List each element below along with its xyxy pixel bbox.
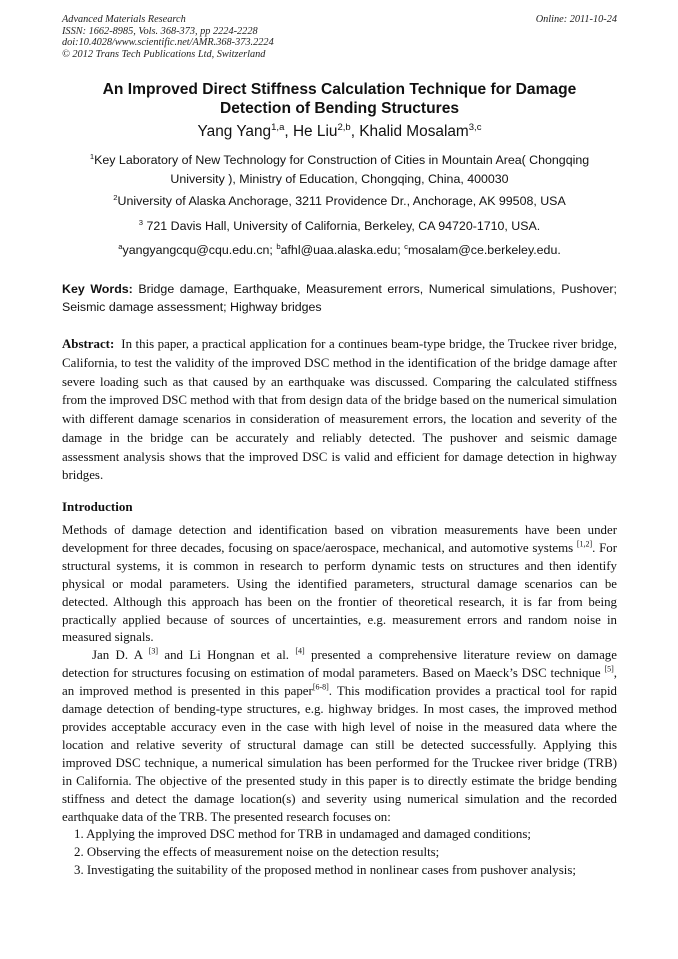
doi-line: doi:10.4028/www.scientific.net/AMR.368-373.2224 bbox=[62, 37, 274, 49]
paragraph-text: Methods of damage detection and identification based on vibration measurements have been under development for three decades, focusing on space/aerospace, mechanical, and automotive systems bbox=[62, 523, 617, 555]
journal-header bbox=[62, 14, 617, 60]
keywords-block bbox=[62, 281, 617, 316]
abstract-label: Abstract: bbox=[62, 337, 115, 351]
paragraph-text: presented a comprehensive literature review on damage detection for structures focusing on estimation of modal parameters. Based on Maeck’s DSC technique bbox=[62, 648, 617, 681]
affiliation-superscript: 1 bbox=[89, 151, 95, 161]
paper-title bbox=[62, 81, 617, 118]
abstract-text: In this paper, a practical application for a continues beam-type bridge, the Truckee river bridge, California, to test the validity of the improved DSC method in the identification of the bridge damage after severe loading such as that caused by an earthquake was discussed. Comparing the calculated stiffness from the improved DSC method with that from design data of the bridge based on the numerical simulation with different damage scenarios in consideration of measurement errors, the location and severity of the damage in the bridge can be accurately and reliably detected. The pushover and seismic damage assessment analysis shows that the improved DSC is valid and efficient for damage detection in highway bridges. bbox=[62, 337, 617, 483]
author-superscript: 1,a bbox=[271, 121, 285, 133]
author-superscript: 3,c bbox=[468, 121, 482, 133]
paragraph-text: Jan D. A bbox=[92, 648, 149, 663]
citation[interactable]: [3] bbox=[148, 647, 159, 657]
affiliation-superscript: 2 bbox=[113, 192, 118, 202]
author-separator: , bbox=[284, 123, 293, 140]
citation[interactable]: [5] bbox=[604, 664, 614, 674]
affiliation-2 bbox=[62, 192, 617, 211]
author-list bbox=[62, 122, 617, 142]
list-item: 2. Observing the effects of measurement noise on the detection results; bbox=[74, 845, 440, 860]
affiliation-superscript: 3 bbox=[138, 217, 144, 227]
email-link[interactable]: afhl@uaa.alaska.edu; bbox=[280, 243, 405, 257]
author-name: Khalid Mosalam bbox=[359, 123, 469, 140]
issn-line: ISSN: 1662-8985, Vols. 368-373, pp 2224-2228 bbox=[62, 25, 258, 37]
research-focus-list bbox=[62, 826, 617, 880]
paragraph-text: . For structural systems, it is common in research to perform dynamic tests on structures and then identify physical or modal parameters. Using the identified parameters, structural damage scenarios can be detected. Although this approach has been on the frontier of theoretical research, it is far from being practically applied because of sources of uncertainties, e.g. measurement errors and random noise in measured signals. bbox=[62, 540, 617, 645]
affiliation-text: Key Laboratory of New Technology for Construction of Cities in Mountain Area( Chongqing University ), Ministry of Education, Chongqing, China, 400030 bbox=[94, 153, 590, 186]
paragraph-text: , an improved method is presented in this paper bbox=[62, 666, 617, 699]
author-name: Yang Yang bbox=[197, 123, 272, 140]
journal-name: Advanced Materials Research bbox=[62, 14, 186, 25]
keywords-label: Key Words: bbox=[62, 282, 133, 296]
abstract-block bbox=[62, 335, 617, 485]
section-heading-introduction: Introduction bbox=[62, 499, 133, 514]
affiliation-text: 721 Davis Hall, University of California, Berkeley, CA 94720-1710, USA. bbox=[143, 219, 541, 233]
citation[interactable]: [6-8] bbox=[312, 682, 329, 692]
email-superscript: b bbox=[276, 241, 281, 251]
author-superscript: 2,b bbox=[337, 121, 351, 133]
citation[interactable]: [4] bbox=[295, 647, 305, 657]
affiliation-text: University of Alaska Anchorage, 3211 Providence Dr., Anchorage, AK 99508, USA bbox=[117, 194, 566, 208]
title-line-2: Detection of Bending Structures bbox=[219, 99, 460, 117]
affiliation-1 bbox=[62, 151, 617, 188]
email-line bbox=[62, 241, 617, 260]
list-item: 1. Applying the improved DSC method for TRB in undamaged and damaged conditions; bbox=[74, 827, 531, 842]
list-item: 3. Investigating the suitability of the proposed method in nonlinear cases from pushover analysis; bbox=[74, 863, 576, 878]
paragraph-text: and Li Hongnan et al. bbox=[158, 648, 296, 663]
copyright-line: © 2012 Trans Tech Publications Ltd, Switzerland bbox=[62, 48, 266, 60]
affiliation-3 bbox=[62, 217, 617, 236]
intro-paragraph-1 bbox=[62, 522, 617, 647]
keywords-text: Bridge damage, Earthquake, Measurement errors, Numerical simulations, Pushover; Seismic damage assessment; Highway bridges bbox=[62, 282, 617, 314]
email-link[interactable]: mosalam@ce.berkeley.edu. bbox=[407, 243, 561, 257]
author-separator: , bbox=[350, 123, 360, 140]
email-superscript: a bbox=[118, 241, 123, 251]
title-line-1: An Improved Direct Stiffness Calculation Technique for Damage bbox=[102, 81, 577, 98]
online-date: Online: 2011-10-24 bbox=[535, 14, 617, 25]
email-superscript: c bbox=[404, 241, 408, 251]
author-name: He Liu bbox=[292, 123, 338, 140]
email-link[interactable]: yangyangcqu@cqu.edu.cn; bbox=[122, 243, 277, 257]
citation[interactable]: [1,2] bbox=[576, 539, 593, 549]
paragraph-text: . This modification provides a practical tool for rapid damage detection of bending-type structures, e.g. highway bridges. In most cases, the improved method provides acceptable accuracy even in the case with high level of noise in the measured data where the location and relative severity of structural damage can still be detected successfully. Applying this improved DSC technique, a numerical simulation has been performed for the Truckee river bridge (TRB) in California. The objective of the presented study in this paper is to directly estimate the bridge bending stiffness and detect the damage location(s) and severity using numerical simulation and the recorded earthquake data of the TRB. The presented research focuses on: bbox=[62, 684, 617, 824]
intro-paragraph-2 bbox=[62, 647, 617, 826]
introduction-body bbox=[62, 522, 617, 880]
